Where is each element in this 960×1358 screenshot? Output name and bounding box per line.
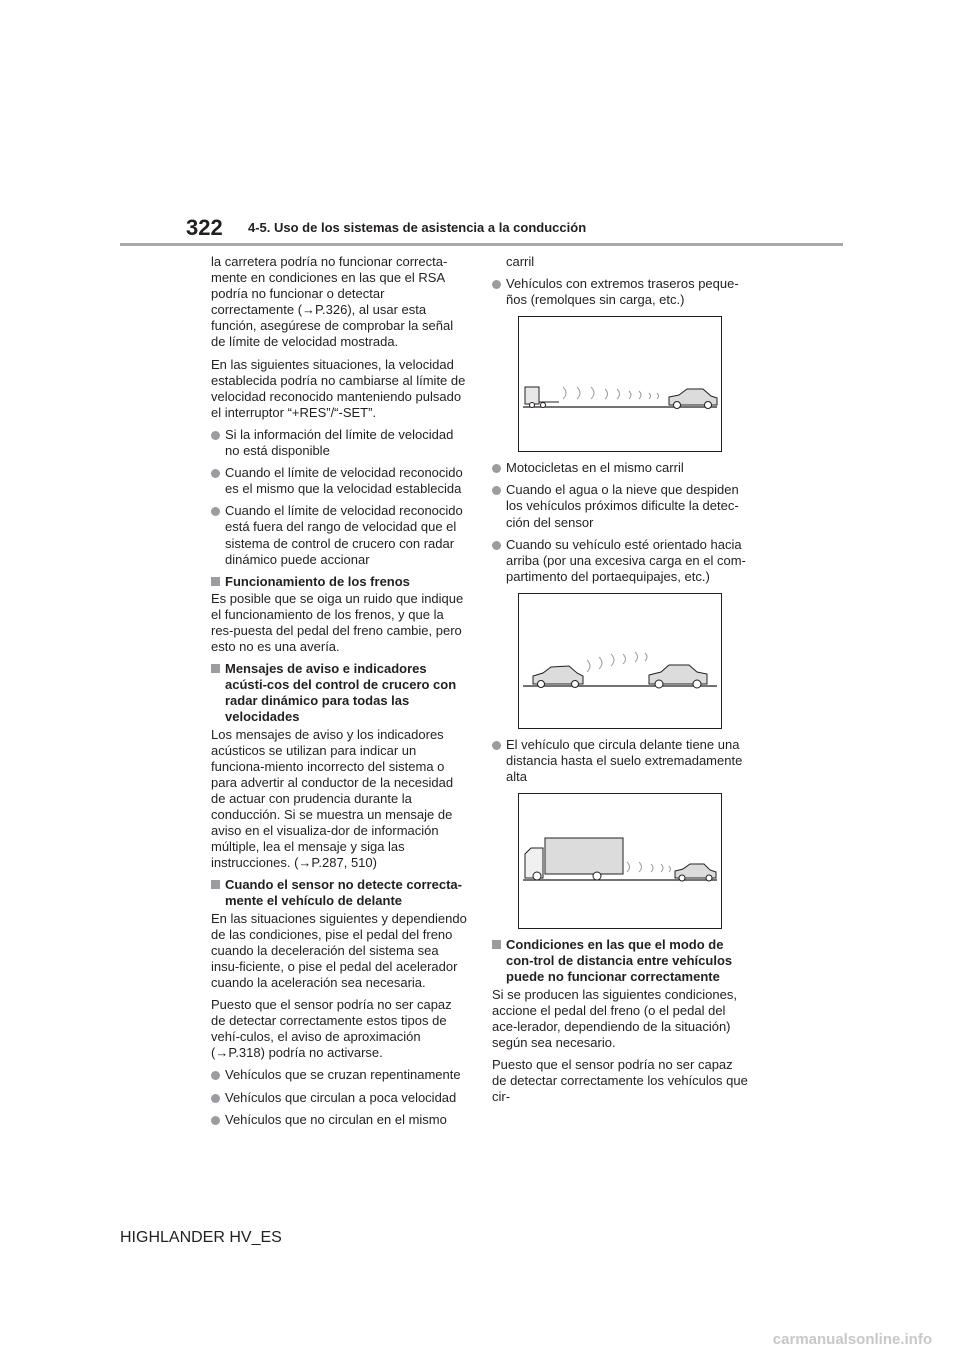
truck-car-illustration bbox=[519, 794, 721, 928]
page-number: 322 bbox=[186, 215, 223, 240]
bullet-dot-icon bbox=[492, 280, 501, 289]
footer-model-name: HIGHLANDER HV_ES bbox=[120, 1229, 282, 1246]
paragraph: Puesto que el sensor podría no ser capaz de detectar correctamente los vehículos que cir- bbox=[492, 1056, 748, 1105]
bullet-item: Cuando el límite de velocidad reconocido está fuera del rango de velocidad que el sistema de control de crucero con radar dinámico puede accionar bbox=[211, 503, 469, 567]
figure-raised-vehicle-illustration bbox=[518, 593, 722, 729]
section-title: 4-5. Uso de los sistemas de asistencia a la conducción bbox=[248, 220, 587, 235]
page-header bbox=[0, 214, 960, 246]
paragraph: En las situaciones siguientes y dependiendo de las condiciones, pise el pedal del freno cuando la deceleración del sistema sea insu-ficiente, o pise el pedal del acelerador cuando la aceleración sea necesaria. bbox=[211, 910, 467, 990]
bullet-item: Cuando el límite de velocidad reconocido es el mismo que la velocidad establecida bbox=[211, 465, 469, 497]
figure-truck-illustration bbox=[518, 793, 722, 929]
bullet-dot-icon bbox=[211, 1116, 220, 1125]
bullet-item: El vehículo que circula delante tiene una distancia hasta el suelo extremadamente alta bbox=[492, 737, 750, 785]
figure-trailer-illustration bbox=[518, 316, 722, 452]
bullet-item: Cuando su vehículo esté orientado hacia arriba (por una excesiva carga en el com-partimento del portaequipajes, etc.) bbox=[492, 537, 750, 585]
subheading: Mensajes de aviso e indicadores acústi-cos del control de crucero con radar dinámico para todas las velocidades bbox=[211, 661, 469, 725]
raised-car-illustration bbox=[519, 594, 721, 728]
right-column bbox=[492, 254, 750, 1111]
header-rule bbox=[120, 243, 843, 246]
square-bullet-icon bbox=[211, 880, 220, 889]
bullet-dot-icon bbox=[492, 541, 501, 550]
bullet-item: Vehículos que circulan a poca velocidad bbox=[211, 1090, 469, 1106]
paragraph: Es posible que se oiga un ruido que indique el funcionamiento de los frenos, y que la res-puesta del pedal del freno cambie, pero esto no es una avería. bbox=[211, 590, 464, 655]
bullet-dot-icon bbox=[492, 486, 501, 495]
paragraph: En las siguientes situaciones, la velocidad establecida podría no cambiarse al límite de velocidad reconocido manteniendo pulsado el interruptor “+RES”/“-SET”. bbox=[211, 356, 466, 420]
bullet-dot-icon bbox=[211, 469, 220, 478]
subheading: Cuando el sensor no detecte correcta-mente el vehículo de delante bbox=[211, 877, 469, 909]
left-column bbox=[211, 254, 469, 1134]
subheading: Funcionamiento de los frenos bbox=[211, 574, 469, 590]
bullet-item: Vehículos que se cruzan repentinamente bbox=[211, 1067, 469, 1083]
paragraph: Puesto que el sensor podría no ser capaz de detectar correctamente estos tipos de vehí-culos, el aviso de aproximación (→P.318) podría no activarse. bbox=[211, 997, 452, 1061]
bullet-item: Motocicletas en el mismo carril bbox=[492, 460, 750, 476]
bullet-item: Si la información del límite de velocidad no está disponible bbox=[211, 427, 469, 459]
bullet-item: Cuando el agua o la nieve que despiden los vehículos próximos dificulte la detec-ción del sensor bbox=[492, 482, 750, 530]
subheading: Condiciones en las que el modo de con-trol de distancia entre vehículos puede no funcionar correctamente bbox=[492, 937, 750, 985]
paragraph: Si se producen las siguientes condiciones, accione el pedal del freno (o el pedal del ace-lerador, dependiendo de la situación) según sea necesario. bbox=[492, 986, 737, 1050]
bullet-dot-icon bbox=[211, 1071, 220, 1080]
square-bullet-icon bbox=[211, 577, 220, 586]
paragraph: la carretera podría no funcionar correcta-mente en condiciones en las que el RSA podría no funcionar o detectar correctamente (→P.326), al usar esta función, asegúrese de comprobar la señal de límite de velocidad mostrada. bbox=[211, 254, 454, 350]
square-bullet-icon bbox=[492, 940, 501, 949]
bullet-dot-icon bbox=[211, 1094, 220, 1103]
square-bullet-icon bbox=[211, 664, 220, 673]
paragraph: Los mensajes de aviso y los indicadores acústicos se utilizan para indicar un funciona-miento incorrecto del sistema o para advertir al conductor de la necesidad de actuar con prudencia durante la conducción. Si se muestra un mensaje de aviso en el visualiza-dor de información múltiple, lea el mensaje y siga las instrucciones. (→P.287, 510) bbox=[211, 726, 454, 871]
paragraph: carril bbox=[506, 254, 535, 269]
watermark: carmanualsonline.info bbox=[772, 1331, 932, 1348]
trailer-car-illustration bbox=[519, 317, 721, 451]
bullet-item: Vehículos que no circulan en el mismo bbox=[211, 1112, 469, 1128]
bullet-dot-icon bbox=[211, 507, 220, 516]
bullet-dot-icon bbox=[492, 464, 501, 473]
bullet-dot-icon bbox=[492, 741, 501, 750]
bullet-item: Vehículos con extremos traseros peque-ños (remolques sin carga, etc.) bbox=[492, 276, 750, 308]
bullet-dot-icon bbox=[211, 431, 220, 440]
